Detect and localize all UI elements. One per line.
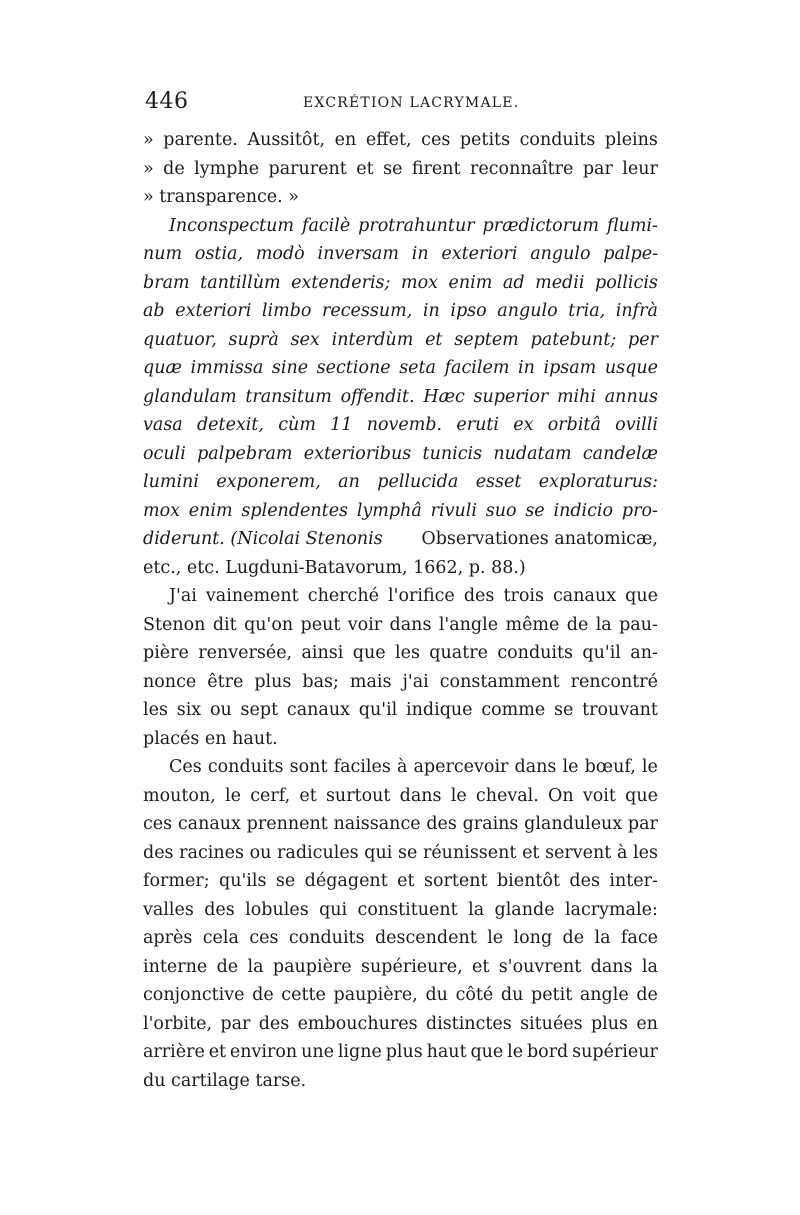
text-line: Inconspectum facilè protrahuntur prædictorum flumi- — [169, 215, 658, 236]
text-line: num ostia, modò inversam in exteriori angulo palpe- — [143, 244, 658, 264]
text-line: former; qu'ils se dégagent et sortent bientôt des inter- — [143, 871, 658, 891]
text-line: les six ou sept canaux qu'il indique comme se trouvant — [143, 700, 658, 720]
text-line: quæ immissa sine sectione seta facilem in ipsam usque — [143, 358, 658, 378]
text-line: du cartilage tarse. — [143, 1070, 307, 1091]
page-number: 446 — [145, 89, 189, 114]
text-line: quatuor, suprà sex interdùm et septem patebunt; per — [143, 329, 658, 350]
text-line: glandulam transitum offendit. Hæc superior mihi annus — [143, 386, 658, 407]
running-title: EXCRÉTION LACRYMALE. — [303, 95, 520, 111]
text-line: conjonctive de cette paupière, du côté du petit angle de — [143, 985, 658, 1005]
text-line: mouton, le cerf, et surtout dans le cheval. On voit que — [143, 785, 658, 806]
text-line: » de lymphe parurent et se firent reconnaître par leur — [143, 158, 658, 179]
text-line: bram tantillùm extenderis; mox enim ad medii pollicis — [143, 272, 658, 293]
text-line: Stenon dit qu'on peut voir dans l'angle même de la pau- — [143, 614, 658, 635]
text-line: vasa detexit, cùm 11 novemb. eruti ex orbitâ ovilli — [143, 415, 658, 435]
text-line: pière renversée, ainsi que les quatre conduits qu'il an- — [143, 643, 658, 663]
text-line: interne de la paupière supérieure, et s'ouvrent dans la — [143, 956, 658, 977]
text-line: etc., etc. Lugduni-Batavorum, 1662, p. 88.) — [143, 557, 526, 578]
text-line: l'orbite, par des embouchures distinctes situées plus en — [143, 1013, 658, 1034]
text-line: arrière et environ une ligne plus haut que le bord supérieur — [143, 1042, 658, 1062]
text-line: mox enim splendentes lymphâ rivuli suo se indicio pro- — [143, 500, 658, 521]
page-header — [145, 89, 655, 119]
text-line: lumini exponerem, an pellucida esset exploraturus: — [143, 472, 658, 492]
text-line: » parente. Aussitôt, en effet, ces petits conduits pleins — [143, 130, 658, 150]
text-line: ab exteriori limbo recessum, in ipso angulo tria, infrà — [143, 301, 658, 321]
text-line: Ces conduits sont faciles à apercevoir dans le bœuf, le — [169, 757, 658, 777]
text-line: ces canaux prennent naissance des grains glanduleux par — [143, 814, 658, 834]
text-line: après cela ces conduits descendent le long de la face — [143, 928, 658, 948]
citation-roman: Observationes anatomicæ, — [421, 529, 658, 549]
text-line: des racines ou radicules qui se réunissent et servent à les — [143, 842, 658, 863]
body-text — [143, 126, 658, 1095]
text-line: placés en haut. — [143, 728, 278, 749]
text-line: » transparence. » — [143, 187, 299, 207]
text-line: J'ai vainement cherché l'orifice des trois canaux que — [169, 586, 658, 606]
text-line: nonce être plus bas; mais j'ai constamment rencontré — [143, 671, 658, 692]
text-line — [143, 525, 658, 554]
citation-italic: diderunt. (Nicolai Stenonis — [143, 529, 383, 549]
text-line: valles des lobules qui constituent la glande lacrymale: — [143, 899, 658, 920]
text-line: oculi palpebram exterioribus tunicis nudatam candelæ — [143, 443, 658, 464]
